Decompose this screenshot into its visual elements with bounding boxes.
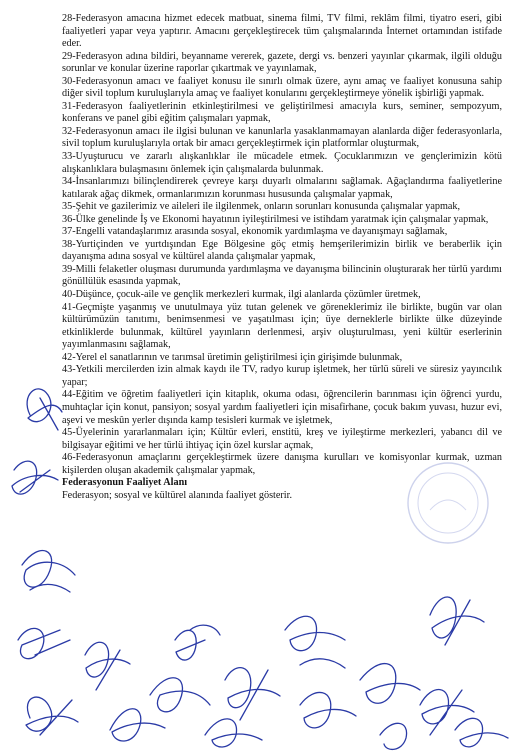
list-item: 44-Eğitim ve öğretim faaliyetleri için kitaplık, okuma odası, öğrencilerin barınması için öğrenci yurdu, muhtaçlar için konut, pansiyon; sosyal yardım faaliyetleri için misafirhane, çocuk bakım yuvası, huzur evi, aşevi ve meskûn yerler dışında kamp tesisleri kurmak ve işletmek, — [62, 389, 502, 426]
signature-mark — [110, 709, 165, 741]
section-text: Federasyon; sosyal ve kültürel alanında faaliyet gösterir. — [62, 489, 292, 501]
list-item: 45-Üyelerinin yararlanmaları için; Kültür evleri, enstitü, kreş ve iyileştirme merkezleri, yabancı dil ve bilgisayar eğitimi ve her türlü ihtiyaç için özel kurslar açmak, — [62, 427, 502, 451]
list-item: 41-Geçmişte yaşanmış ve unutulmaya yüz tutan gelenek ve göreneklerimiz ile birlikte, bugün var olan kültürümüzün tanıtımı, benimsenmesi ve yaşatılması için; üye derneklerle birlikte ülke düzeyinde etkinliklerde bulunmak, kültürel yayınların derlenmesi, arşiv oluşturulması, yeni kültür eserlerinin yayımlanmasını sağlamak, — [62, 301, 502, 351]
list-item: 30-Federasyonun amacı ve faaliyet konusu ile sınırlı olmak üzere, aynı amaç ve faaliyet konusuna sahip diğer sivil toplum kuruluşlarıyla amaç ve faaliyet konularını gerçekleştirmeye yönelik işbirliği yapmak. — [62, 75, 502, 100]
signature-mark — [18, 628, 70, 658]
signature-mark — [205, 719, 262, 747]
list-item: 42-Yerel el sanatlarının ve tarımsal üretimin geliştirilmesi için girişimde bulunmak, — [62, 351, 403, 363]
section-heading: Federasyonun Faaliyet Alanı — [62, 477, 188, 489]
list-item: 35-Şehit ve gazilerimiz ve aileleri ile ilgilenmek, onların sorunları konusunda çalışmalar yapmak, — [62, 201, 461, 213]
list-item: 40-Düşünce, çocuk-aile ve gençlik merkezleri kurmak, ilgi alanlarda çözümler üretmek, — [62, 289, 421, 301]
list-item: 31-Federasyon faaliyetlerinin etkinleştirilmesi ve geliştirilmesi amacıyla kurs, seminer, sempozyum, konferans ve panel gibi eğitim çalışmaları yapmak, — [62, 100, 502, 125]
list-item: 43-Yetkili mercilerden izin almak kaydı ile TV, radyo kurup işletmek, her türlü süreli ve süresiz yayıncılık yapar; — [62, 364, 502, 388]
list-item: 36-Ülke genelinde İş ve Ekonomi hayatının iyileştirilmesi ve istihdam yaratmak için çalışmalar yapmak, — [62, 213, 489, 225]
signature-mark — [430, 597, 484, 645]
signature-mark — [380, 723, 407, 749]
list-item: 39-Milli felaketler oluşması durumunda yardımlaşma ve dayanışma bilincinin oluşturarak her türlü yardımı gönüllülük esasında yapmak, — [62, 263, 502, 288]
signature-mark — [420, 690, 474, 735]
signature-mark — [175, 625, 220, 660]
list-item: 28-Federasyon amacına hizmet edecek matbuat, sinema filmi, TV filmi, reklâm filmi, tiyatro eseri, gibi faaliyetleri yapar veya yaptırır. Amacını gerçekleştirecek tüm çalışmalarında İnternet ortamından istifade eder. — [62, 13, 502, 50]
list-item: 29-Federasyon adına bildiri, beyanname vererek, gazete, dergi vs. benzeri yayınlar çıkarmak, ilgili olduğu sorunlar ve konular üzerine raporlar çıkartmak ve yayınlamak, — [62, 50, 502, 75]
signature-mark — [285, 616, 345, 668]
list-item: 32-Federasyonun amacı ile ilgisi bulunan ve kanunlarla yasaklanmamayan alanlarda diğer federasyonlarla, sivil toplum kuruluşlarıyla ortak bir amacı gerçekleştirmek için platformlar oluşturmak, — [62, 125, 502, 150]
signature-mark — [27, 389, 62, 430]
document-body — [62, 13, 502, 502]
list-item: 46-Federasyonun amaçlarını gerçekleştirmek üzere danışma kurulları ve komisyonlar kurmak, uzman kişilerden oluşan akademik çalışmalar yapmak, — [62, 452, 502, 476]
signature-mark — [150, 678, 210, 712]
list-item: 34-İnsanlarımızı bilinçlendirerek çevreye karşı duyarlı olmalarını sağlamak. Ağaçlandırma faaliyetlerine katılarak ağaç dikmek, ormanlarımızın korunması hususunda çalışmalar yapmak, — [62, 176, 502, 200]
signature-mark — [300, 692, 356, 727]
signature-mark — [455, 718, 508, 747]
signature-mark — [360, 664, 420, 704]
list-item: 37-Engelli vatandaşlarımız arasında sosyal, ekonomik yardımlaşma ve dayanışmayı sağlamak, — [62, 226, 448, 238]
signature-mark — [12, 461, 58, 494]
list-item: 33-Uyuşturucu ve zararlı alışkanlıklar ile mücadele etmek. Çocuklarımızın ve gençlerimizin kötü alışkanlıklara bulaşmasını önlemek için çalışmalarda bulunmak. — [62, 151, 502, 175]
signature-mark — [22, 551, 75, 592]
signature-mark — [85, 642, 130, 690]
signature-mark — [26, 697, 78, 735]
list-item: 38-Yurtiçinden ve yurtdışından Ege Bölgesine göç etmiş hemşerilerimizin birlik ve beraberlik için dayanışma adına sosyal ve kültürel alanda çalışmalar yapmak, — [62, 238, 502, 263]
signature-mark — [225, 668, 280, 720]
